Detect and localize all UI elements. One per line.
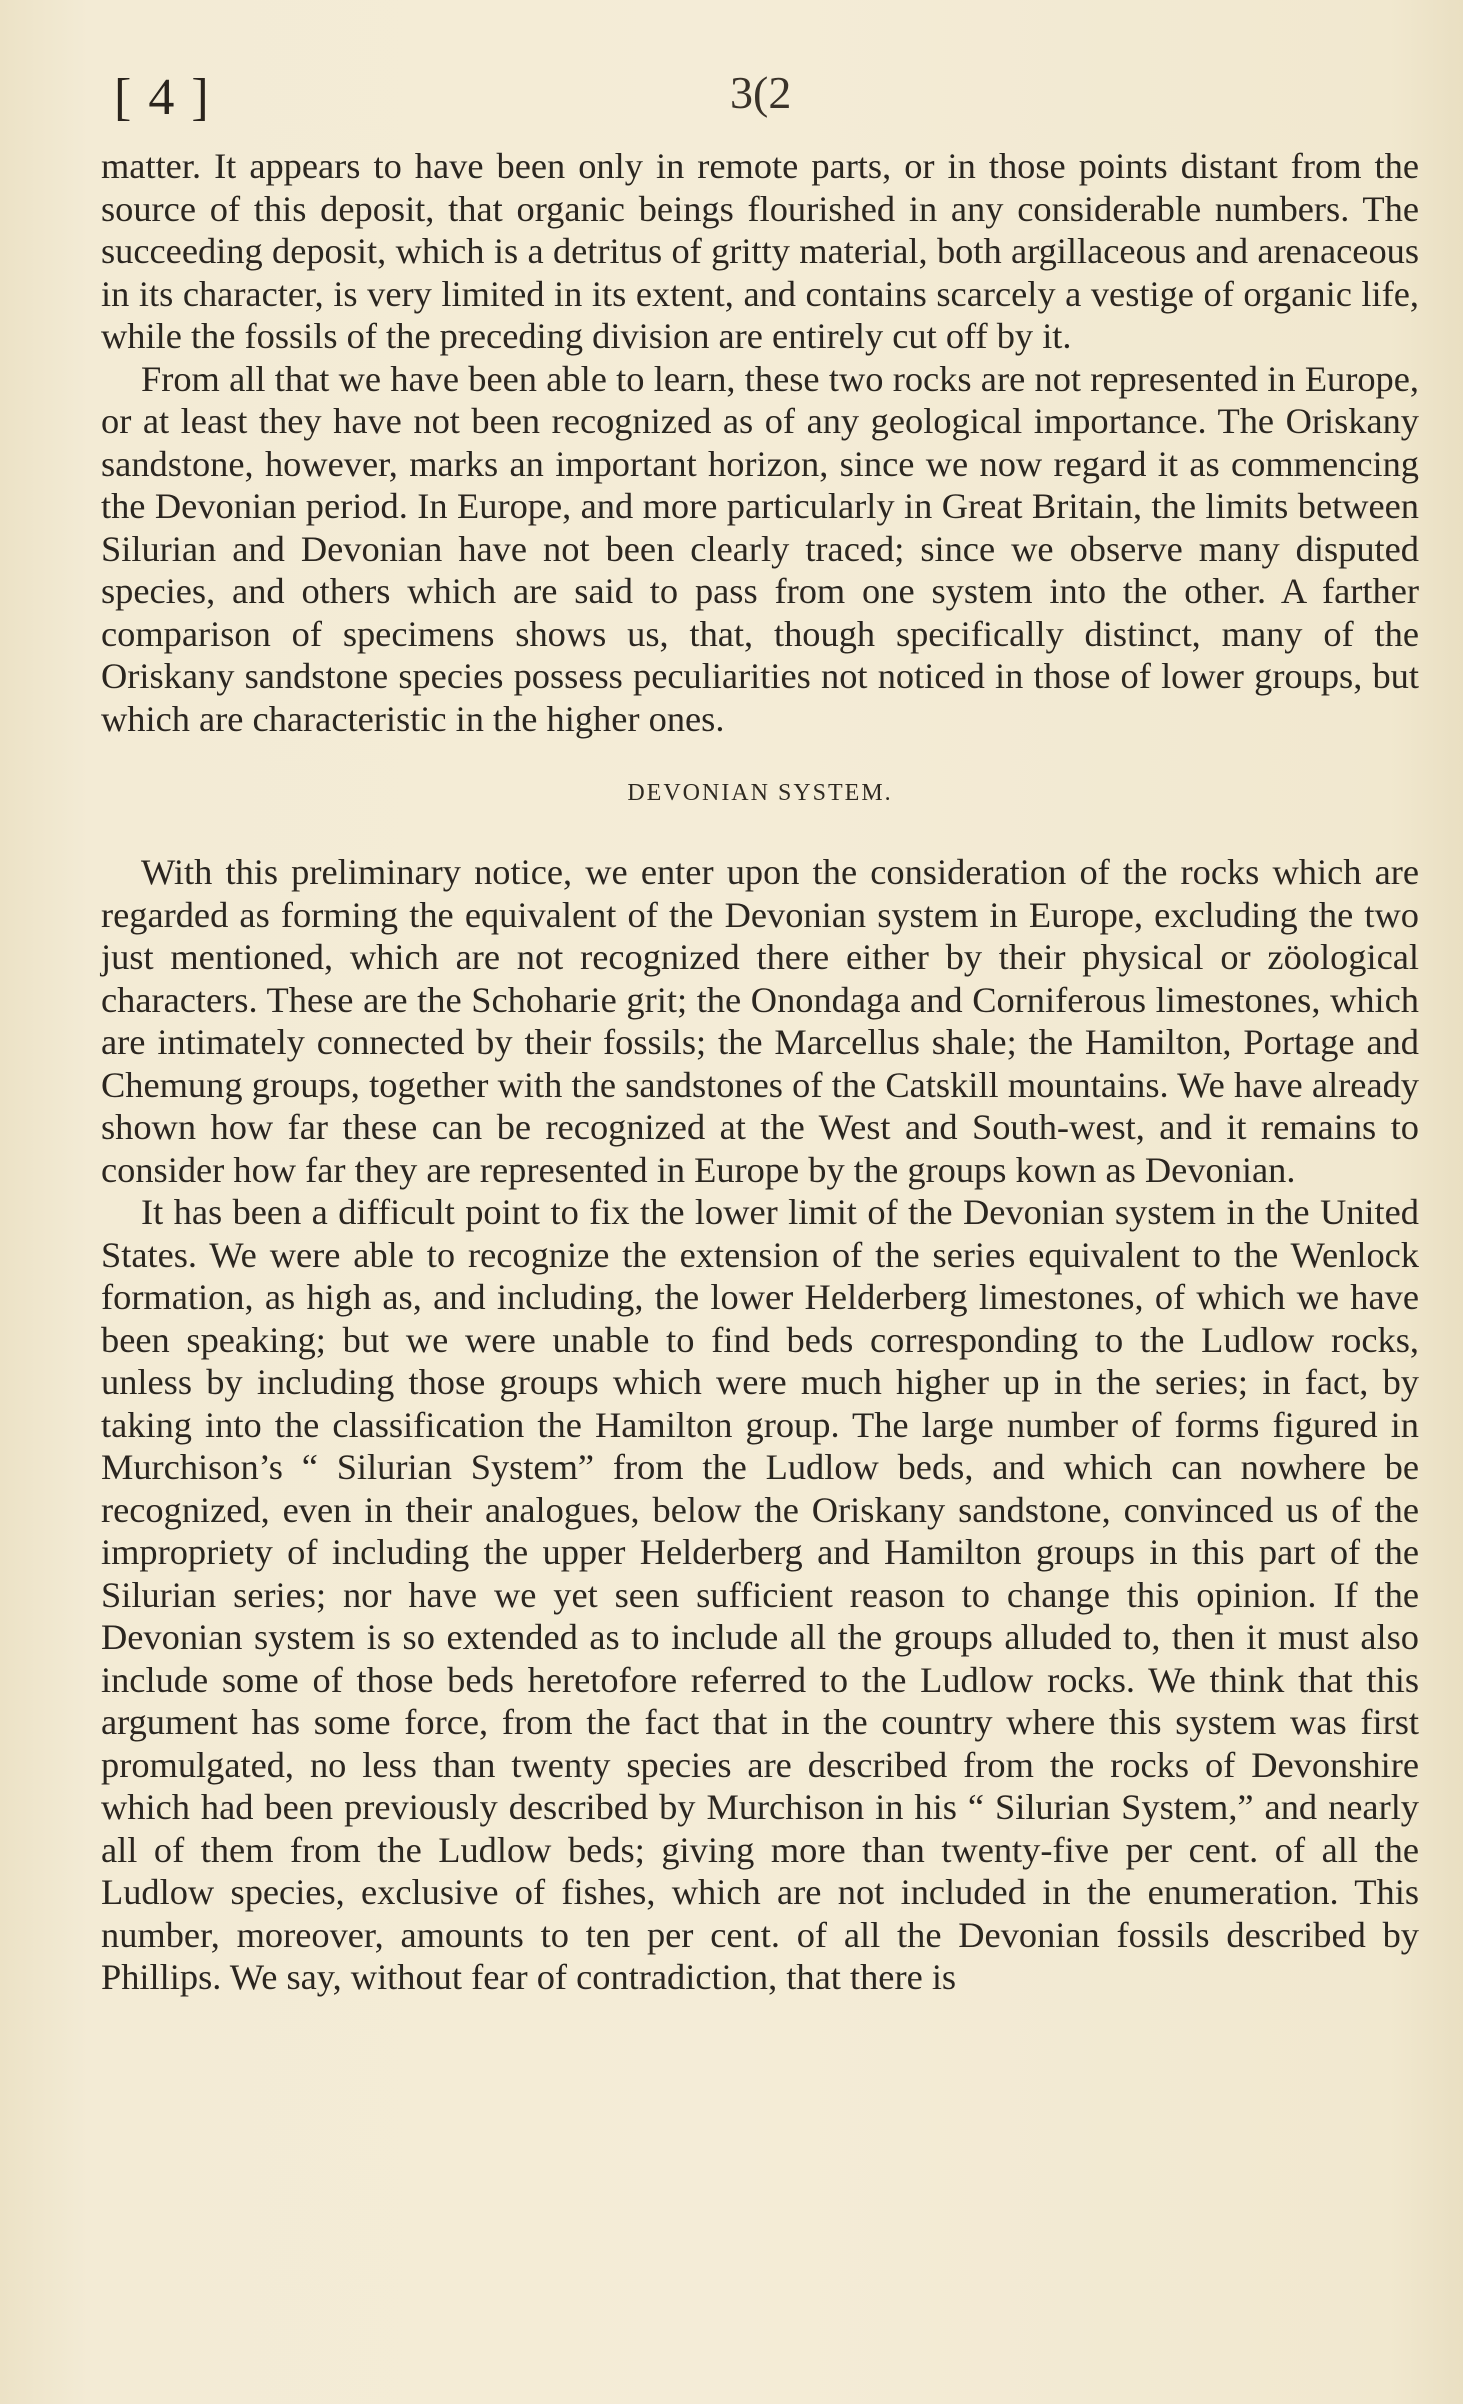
page-body — [101, 145, 1419, 1999]
paragraph-lower-limit: It has been a difficult point to fix the lower limit of the Devonian system in the United States. We were able to recognize the extension of the series equivalent to the Wenlock formation, as high as, and including, the lower Helderberg limestones, of which we have been speaking; but we were unable to find beds corresponding to the Ludlow rocks, unless by including those groups which were much higher up in the series; in fact, by taking into the classification the Hamilton group. The large number of forms figured in Murchison’s “ Silurian System” from the Ludlow beds, and which can nowhere be recognized, even in their analogues, below the Oriskany sandstone, convinced us of the impropriety of including the upper Helderberg and Hamilton groups in this part of the Silurian series; nor have we yet seen sufficient reason to change this opinion. If the Devonian system is so extended as to include all the groups alluded to, then it must also include some of those beds heretofore referred to the Ludlow rocks. We think that this argument has some force, from the fact that in the country where this system was first promulgated, no less than twenty species are described from the rocks of Devonshire which had been previously described by Murchison in his “ Silurian System,” and nearly all of them from the Ludlow beds; giving more than twenty-five per cent. of all the Ludlow species, exclusive of fishes, which are not included in the enumeration. This number, moreover, amounts to ten per cent. of all the Devonian fossils described by Phillips. We say, without fear of contradiction, that there is — [101, 1192, 1419, 1997]
section-heading: DEVONIAN SYSTEM. — [627, 780, 893, 806]
paragraph-continued: matter. It appears to have been only in remote parts, or in those points distant from the source of this deposit, that organic beings flourished in any considerable numbers. The succeeding deposit, which is a detritus of gritty material, both argillaceous and arenaceous in its character, is very limited in its extent, and contains scarcely a vestige of organic life, while the fossils of the preceding division are entirely cut off by it. — [101, 146, 1419, 356]
section-marker: [ 4 ] — [114, 69, 211, 126]
page-number: 3(2 — [730, 67, 792, 118]
paragraph-preliminary: With this preliminary notice, we enter upon the consideration of the rocks which are regarded as forming the equivalent of the Devonian system in Europe, excluding the two just mentioned, which are not recognized there either by their physical or zöological characters. These are the Schoharie grit; the Onondaga and Corniferous limestones, which are intimately connected by their fossils; the Marcellus shale; the Hamilton, Portage and Chemung groups, together with the sandstones of the Catskill mountains. We have already shown how far these can be recognized at the West and South-west, and it remains to consider how far they are represented in Europe by the groups kown as Devonian. — [101, 852, 1419, 1190]
page-header — [100, 62, 1420, 132]
paragraph-oriskany: From all that we have been able to learn, these two rocks are not represented in Europe, or at least they have not been recognized as of any geological importance. The Oriskany sandstone, however, marks an important horizon, since we now regard it as commencing the Devonian period. In Europe, and more particularly in Great Britain, the limits between Silurian and Devonian have not been clearly traced; since we observe many disputed species, and others which are said to pass from one system into the other. A farther comparison of specimens shows us, that, though specifically distinct, many of the Oriskany sandstone species possess peculiarities not noticed in those of lower groups, but which are characteristic in the higher ones. — [101, 358, 1419, 739]
